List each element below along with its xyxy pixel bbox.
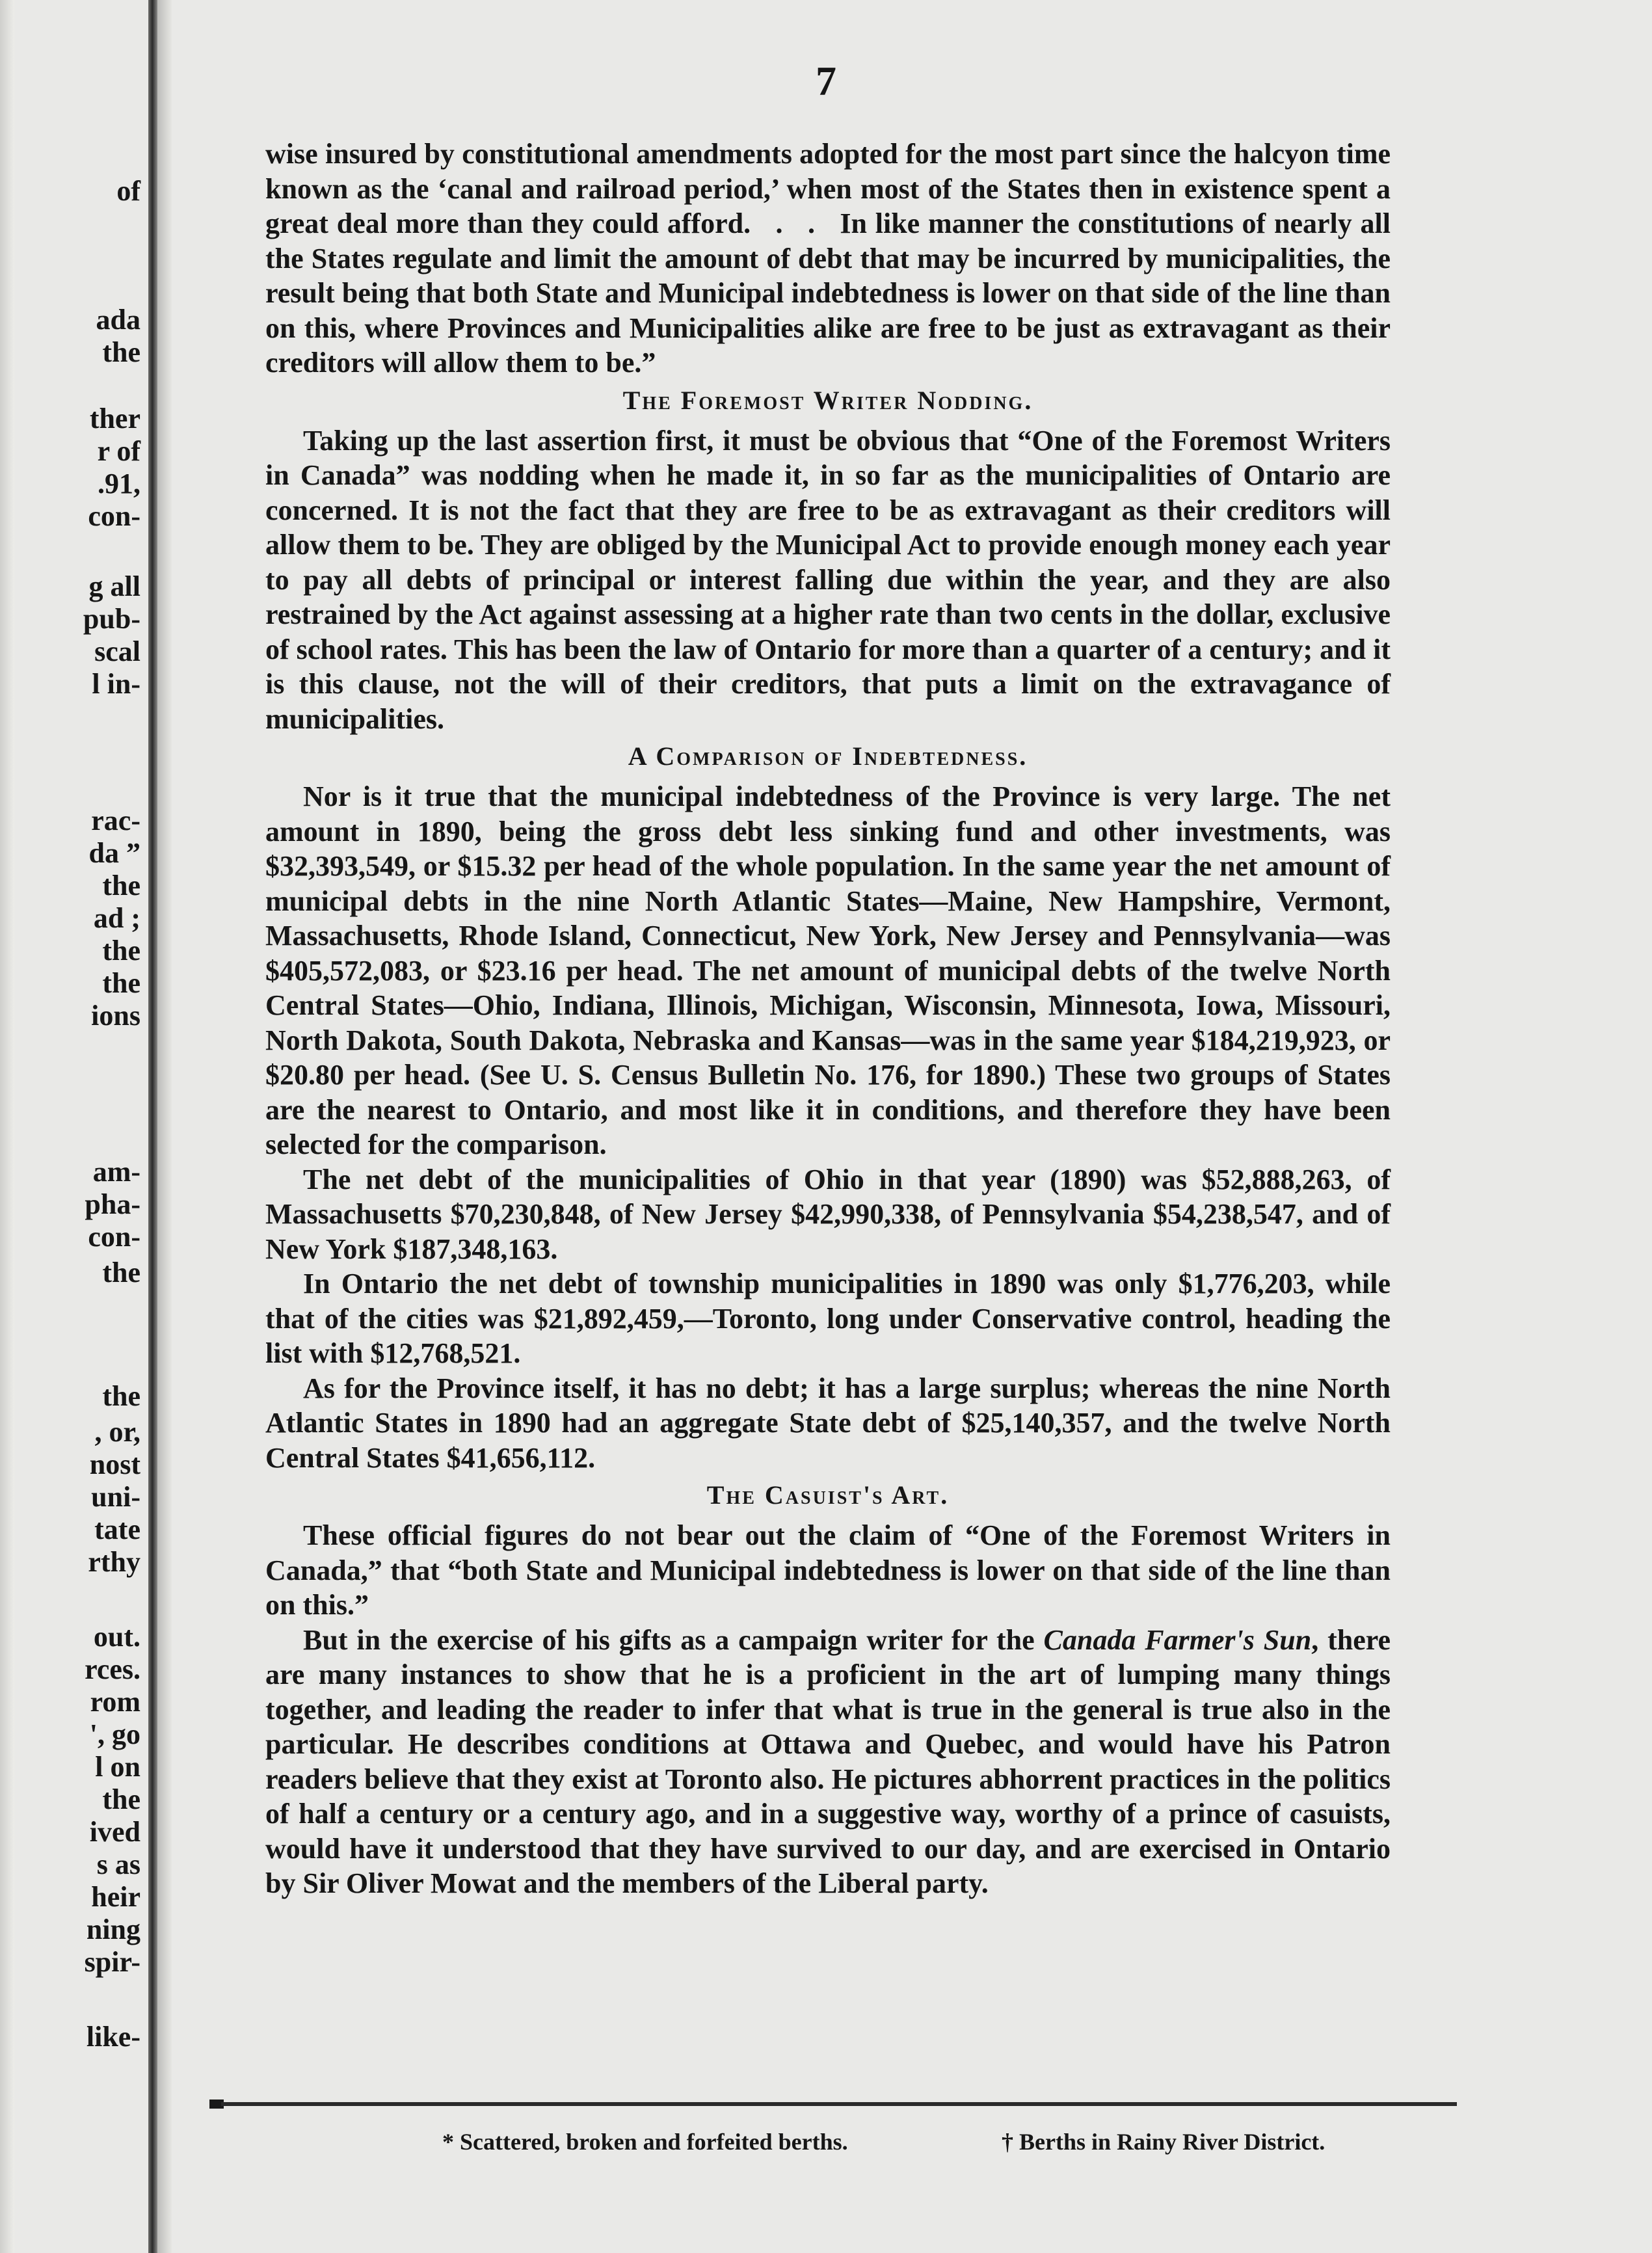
adjacent-page-fragment: pub- <box>83 603 140 635</box>
paragraph-intro-quote: wise insured by constitutional amendments adopted for the most part since the halcyon time known as the ‘canal and railroad period,’ when most of the States then in existence spent a great deal more than they could afford. . . In like manner the constitutions of nearly all the States regulate and limit the amount of debt that may be incurred by municipalities, the result being that both State and Municipal indebtedness is lower on that side of the line than on this, where Provinces and Municipalities alike are free to be just as extravagant as their creditors will allow them to be.” <box>265 138 1391 379</box>
campaign-writer-text-rest: , there are many instances to show that he is a proficient in the art of lumping many things together, and leading the reader to infer that what is true in the general is true also in the particular. He describes conditions at Ottawa and Quebec, and would have his Patron readers believe that they exist at Toronto also. He pictures abhorrent practices in the politics of half a century or a century ago, and in a suggestive way, worthy of a prince of casuists, would have it understood that they have survived to our day, and are exercised in Ontario by Sir Oliver Mowat and the members of the Liberal party. <box>265 1623 1391 1899</box>
adjacent-page-fragment: ions <box>91 1000 140 1032</box>
paragraph-state-debts: The net debt of the municipalities of Ohio in that year (1890) was $52,888,263, of Massachusetts $70,230,848, of New Jersey $42,990,338, of Pennsylvania $54,238,547, and of New York $187,348,163. <box>265 1163 1391 1265</box>
paragraph-campaign-writer <box>265 1623 1391 1901</box>
adjacent-page-fragment: rces. <box>85 1653 140 1685</box>
heading-foremost-writer-nodding: The Foremost Writer Nodding. <box>622 385 1033 415</box>
adjacent-page-fragment: l on <box>95 1751 140 1783</box>
adjacent-page-fragment: ther <box>89 403 140 434</box>
adjacent-page-fragments <box>0 0 148 2253</box>
adjacent-page-fragment: spir- <box>84 1946 140 1978</box>
paragraph-nodding: Taking up the last assertion first, it must be obvious that “One of the Foremost Writers in Canada” was nodding when he made it, in so far as the municipalities of Ontario are concerned. It is not the fact that they are free to be as extravagant as their creditors will allow them to be. They are obliged by the Municipal Act to provide enough money each year to pay all debts of principal or interest falling due within the year, and they are also restrained by the Act against assessing at a higher rate than two cents in the dollar, exclusive of school rates. This has been the law of Ontario for more than a quarter of a century; and it is this clause, not the will of their creditors, that puts a limit on the extravagance of municipalities. <box>265 424 1391 735</box>
adjacent-page-fragment: r of <box>97 435 140 467</box>
adjacent-page-fragment: the <box>102 870 140 901</box>
paragraph-ontario-debt: In Ontario the net debt of township municipalities in 1890 was only $1,776,203, while that of the cities was $21,892,459,—Toronto, long under Conservative control, heading the list with $12,768,521. <box>265 1268 1391 1369</box>
adjacent-page-fragment: ning <box>86 1913 140 1945</box>
adjacent-page-fragment: the <box>102 1783 140 1815</box>
adjacent-page-fragment: con- <box>88 500 140 532</box>
footnote-rainy-river-berths: † Berths in Rainy River District. <box>1002 2129 1326 2155</box>
adjacent-page-fragment: heir <box>91 1881 140 1913</box>
adjacent-page-fragment: uni- <box>91 1481 140 1513</box>
paragraph-official-figures: These official figures do not bear out the claim of “One of the Foremost Writers in Canada,” that “both State and Municipal indebtedness is lower on that side of the line than on this.” <box>265 1519 1391 1621</box>
heading-casuists-art: The Casuist's Art. <box>706 1480 950 1510</box>
adjacent-page-fragment: , or, <box>94 1416 140 1448</box>
newspaper-title: Canada Farmer's Sun <box>1043 1623 1312 1656</box>
adjacent-page-fragment: like- <box>86 2021 140 2053</box>
page-body <box>265 137 1391 1901</box>
adjacent-page-fragment: rom <box>90 1686 140 1718</box>
adjacent-page-fragment: da ” <box>88 837 140 869</box>
adjacent-page-fragment: the <box>102 1380 140 1412</box>
adjacent-page-fragment: of <box>116 175 140 207</box>
adjacent-page-fragment: the <box>102 336 140 368</box>
adjacent-page-fragment: ived <box>89 1816 140 1848</box>
adjacent-page-fragment: ad ; <box>93 902 140 934</box>
adjacent-page-fragment: ada <box>96 304 140 336</box>
campaign-writer-text-start: But in the exercise of his gifts as a campaign writer for the <box>303 1623 1044 1656</box>
adjacent-page-fragment: pha- <box>85 1188 140 1220</box>
adjacent-page-fragment: con- <box>88 1221 140 1253</box>
adjacent-page-fragment: am- <box>92 1156 140 1188</box>
adjacent-page-fragment: l in- <box>92 668 140 700</box>
adjacent-page-fragment: scal <box>94 635 140 667</box>
page-fold-shadow <box>148 0 157 2253</box>
adjacent-page-fragment: g all <box>88 570 140 602</box>
paragraph-province-surplus: As for the Province itself, it has no debt; it has a large surplus; whereas the nine North Atlantic States in 1890 had an aggregate State debt of $25,140,357, and the twelve North Central States $41,656,112. <box>265 1372 1391 1474</box>
adjacent-page-fragment: nost <box>89 1448 140 1480</box>
adjacent-page-fragment: rthy <box>88 1546 140 1578</box>
adjacent-page-fragment: s as <box>96 1848 140 1880</box>
footnote-rule <box>221 2102 1457 2106</box>
adjacent-page-fragment: the <box>102 935 140 967</box>
heading-comparison-of-indebtedness: A Comparison of Indebtedness. <box>628 741 1028 771</box>
adjacent-page-fragment: ', go <box>89 1718 140 1750</box>
page-fold-highlight <box>157 0 172 2253</box>
adjacent-page-fragment: the <box>102 1257 140 1288</box>
adjacent-page-fragment: rac- <box>91 805 140 836</box>
adjacent-page-fragment: tate <box>94 1513 140 1545</box>
paragraph-comparison: Nor is it true that the municipal indebtedness of the Province is very large. The net amount in 1890, being the gross debt less sinking fund and other investments, was $32,393,549, or $15.32 per head of the whole population. In the same year the net amount of municipal debts in the nine North Atlantic States—Maine, New Hampshire, Vermont, Massachusetts, Rhode Island, Connecticut, New York, New Jersey and Pennsylvania—was $405,572,083, or $23.16 per head. The net amount of municipal debts of the twelve North Central States—Ohio, Indiana, Illinois, Michigan, Wisconsin, Minnesota, Iowa, Missouri, North Dakota, South Dakota, Nebraska and Kansas—was in the same year $184,219,923, or $20.80 per head. (See U. S. Census Bulletin No. 176, for 1890.) These two groups of States are the nearest to Ontario, and most like it in conditions, and therefore they have been selected for the comparison. <box>265 780 1391 1160</box>
adjacent-page-fragment: the <box>102 967 140 999</box>
adjacent-page-fragment: out. <box>93 1621 140 1653</box>
adjacent-page-fragment: .91, <box>98 468 140 500</box>
page-number: 7 <box>816 58 836 104</box>
footnote-scattered-berths: * Scattered, broken and forfeited berths. <box>442 2129 848 2155</box>
